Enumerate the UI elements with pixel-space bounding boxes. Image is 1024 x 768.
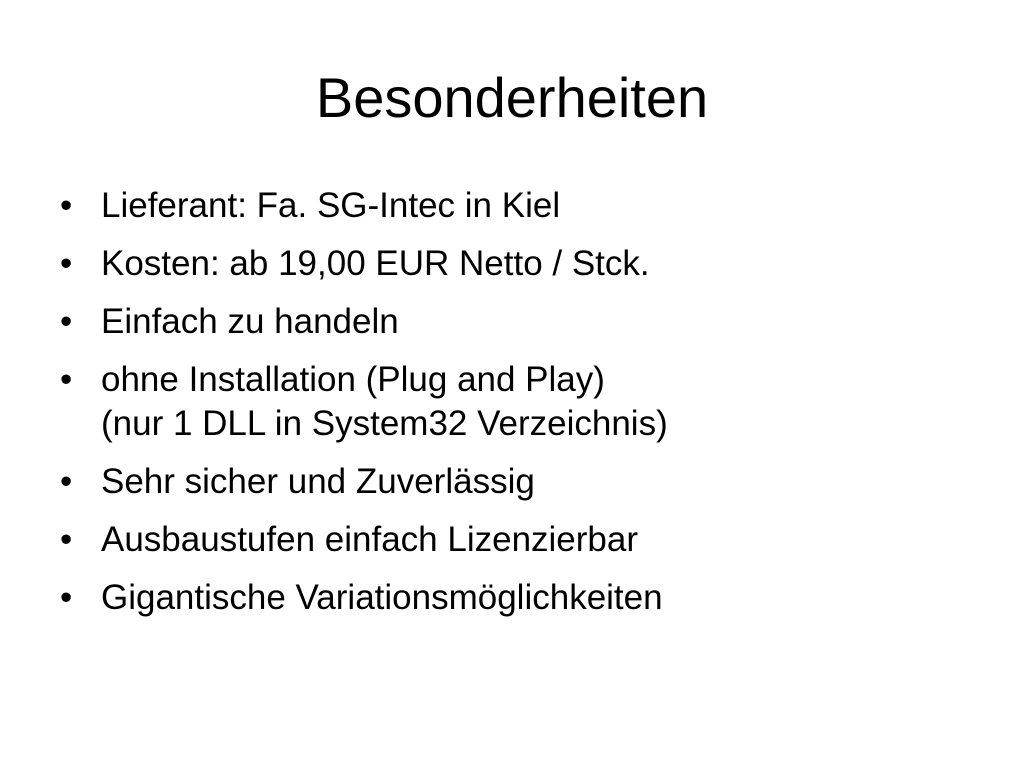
bullet-item-sicher [60, 460, 980, 504]
bullet-item-ausbaustufen [60, 518, 980, 562]
bullet-text: Gigantische Variationsmöglichkeiten [101, 578, 663, 617]
bullet-list [60, 184, 980, 634]
bullet-marker: • [60, 360, 73, 399]
bullet-marker: • [60, 462, 73, 501]
bullet-marker: • [60, 578, 73, 617]
slide-title: Besonderheiten [315, 66, 709, 129]
bullet-text: Kosten: ab 19,00 EUR Netto / Stck. [101, 244, 650, 283]
bullet-item-einfach [60, 300, 980, 344]
bullet-marker: • [60, 244, 73, 283]
bullet-text: ohne Installation (Plug and Play) [101, 360, 605, 399]
bullet-item-lieferant [60, 184, 980, 228]
bullet-marker: • [60, 302, 73, 341]
bullet-text-continuation: (nur 1 DLL in System32 Verzeichnis) [101, 404, 668, 443]
bullet-item-kosten [60, 242, 980, 286]
bullet-text: Ausbaustufen einfach Lizenzierbar [101, 520, 639, 559]
bullet-marker: • [60, 186, 73, 225]
bullet-item-variationen [60, 576, 980, 620]
bullet-item-installation [60, 358, 980, 446]
bullet-text: Lieferant: Fa. SG-Intec in Kiel [101, 186, 561, 225]
bullet-text: Einfach zu handeln [101, 302, 399, 341]
bullet-marker: • [60, 520, 73, 559]
bullet-text: Sehr sicher und Zuverlässig [101, 462, 535, 501]
